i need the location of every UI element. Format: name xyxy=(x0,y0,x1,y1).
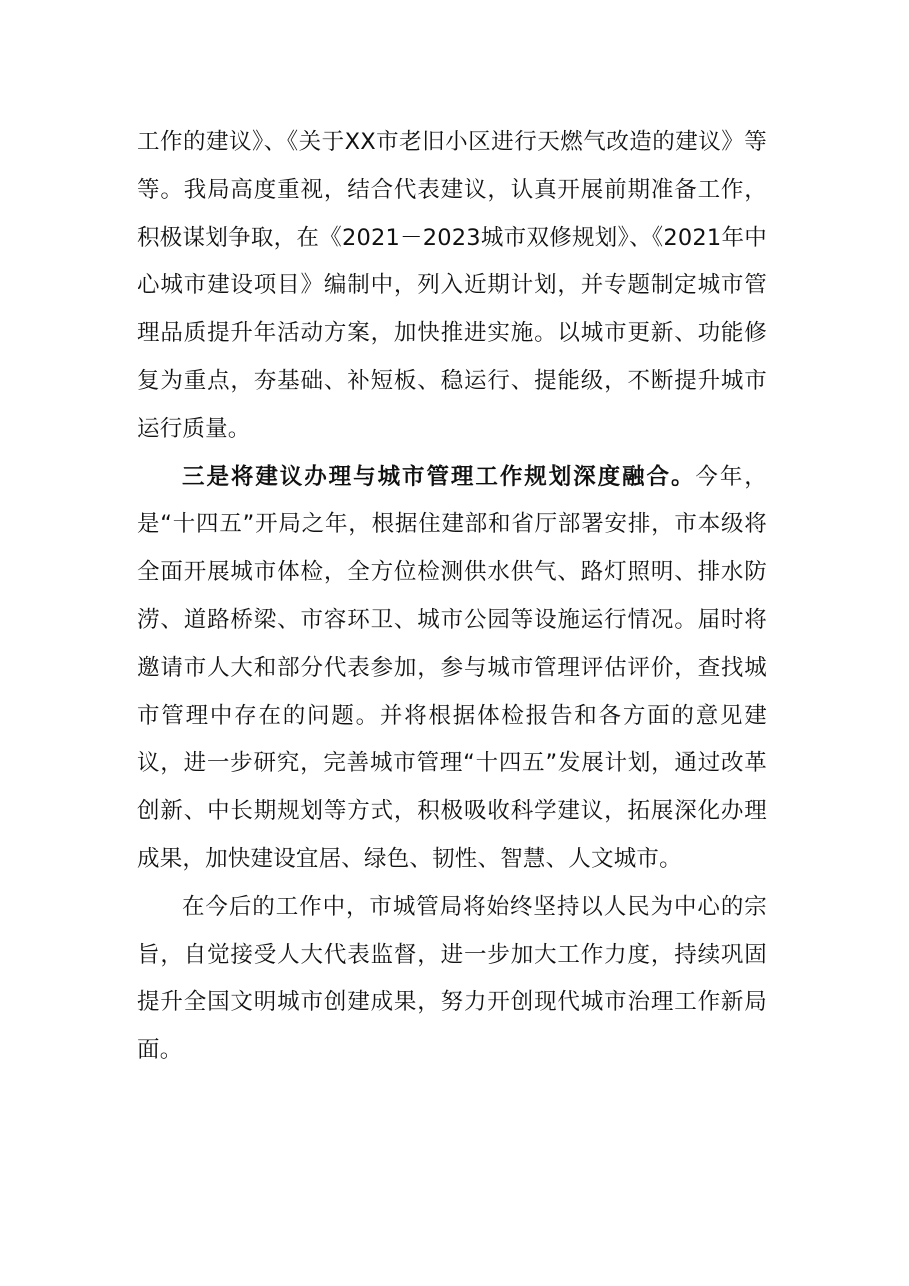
paragraph-2-lead: 三是将建议办理与城市管理工作规划深度融合。 xyxy=(182,463,696,490)
paragraph-2-text: 今年，是“十四五”开局之年，根据住建部和省厅部署安排，市本级将全面开展城市体检，全方位检测供水供气、路灯照明、排水防涝、道路桥梁、市容环卫、城市公园等设施运行情况。届时将邀请市人大和部分代表参加，参与城市管理评估评价，查找城市管理中存在的问题。并将根据体检报告和各方面的意见建议，进一步研究，完善城市管理“十四五”发展计划，通过改革创新、中长期规划等方式，积极吸收科学建议，拓展深化办理成果，加快建设宜居、绿色、韧性、智慧、人文城市。 xyxy=(137,463,768,872)
paragraph-closing xyxy=(137,884,767,1075)
paragraph-1-text: 工作的建议》、《关于XX市老旧小区进行天燃气改造的建议》等等。我局高度重视，结合代表建议，认真开展前期准备工作，积极谋划争取，在《2021－2023城市双修规划》、《2021年中心城市建设项目》编制中，列入近期计划，并专题制定城市管理品质提升年活动方案，加快推进实施。以城市更新、功能修复为重点，夯基础、补短板、稳运行、提能级，不断提升城市运行质量。 xyxy=(137,129,767,442)
paragraph-3-text: 在今后的工作中，市城管局将始终坚持以人民为中心的宗旨，自觉接受人大代表监督，进一步加大工作力度，持续巩固提升全国文明城市创建成果，努力开创现代城市治理工作新局面。 xyxy=(137,893,767,1064)
document-page xyxy=(137,119,767,1075)
paragraph-continuation xyxy=(137,119,767,454)
paragraph-third-point xyxy=(137,454,767,884)
